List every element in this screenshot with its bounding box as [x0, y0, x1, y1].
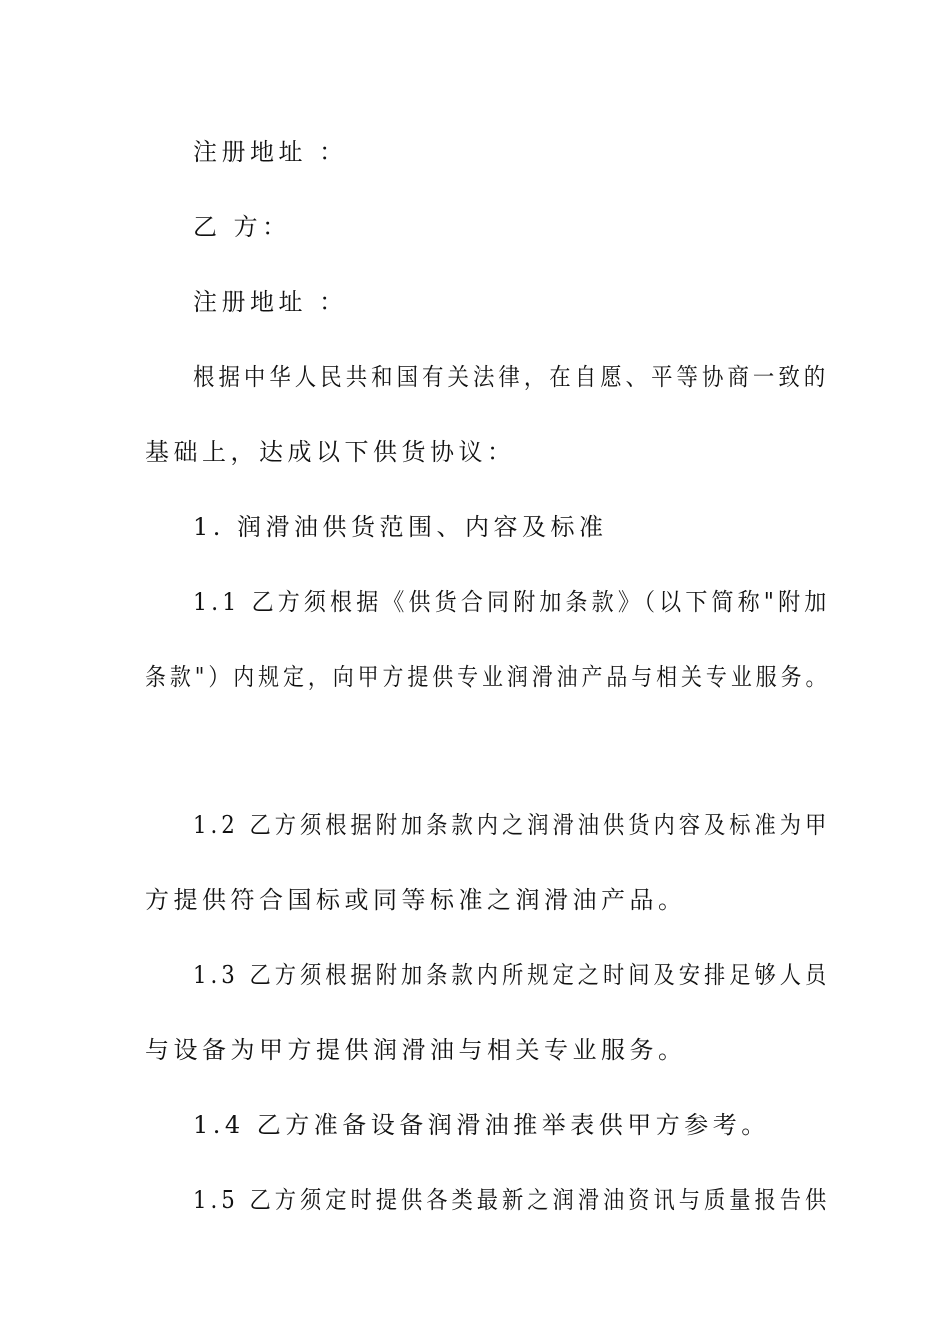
clause-1-1-line-2: 条款"）内规定，向甲方提供专业润滑油产品与相关专业服务。	[145, 663, 831, 691]
party-a-address-label: 注册地址 ：	[193, 138, 348, 166]
clause-1-4: 1.4 乙方准备设备润滑油推举表供甲方参考。	[193, 1111, 770, 1139]
clause-1-3-line-1: 1.3 乙方须根据附加条款内所规定之时间及安排足够人员	[193, 961, 831, 989]
party-b-address-label: 注册地址 ：	[193, 288, 348, 316]
clause-1-2-line-1: 1.2 乙方须根据附加条款内之润滑油供货内容及标准为甲	[193, 811, 831, 839]
preamble-line-2: 基础上，达成以下供货协议：	[145, 438, 516, 466]
clause-1-5-line-1: 1.5 乙方须定时提供各类最新之润滑油资讯与质量报告供	[193, 1186, 831, 1214]
clause-1-2-line-2: 方提供符合国标或同等标准之润滑油产品。	[145, 886, 687, 914]
party-b-label: 乙 方：	[193, 213, 291, 241]
clause-1-3-line-2: 与设备为甲方提供润滑油与相关专业服务。	[145, 1036, 687, 1064]
section-1-heading: 1. 润滑油供货范围、内容及标准	[193, 513, 608, 541]
preamble-line-1: 根据中华人民共和国有关法律，在自愿、平等协商一致的	[193, 363, 830, 391]
clause-1-1-line-1: 1.1 乙方须根据《供货合同附加条款》（以下简称"附加	[193, 588, 831, 616]
